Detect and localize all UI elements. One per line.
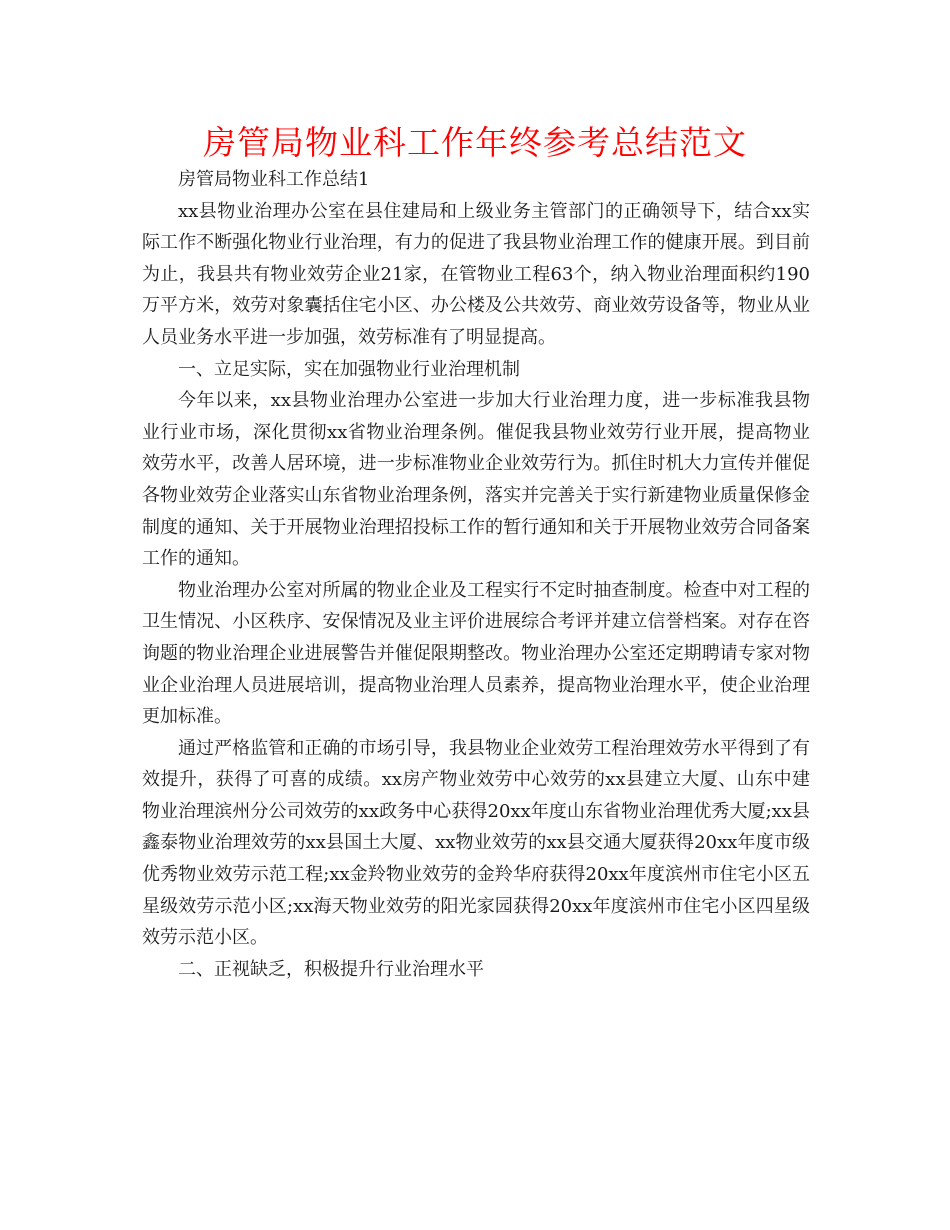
- body-paragraph: 物业治理办公室对所属的物业企业及工程实行不定时抽查制度。检查中对工程的卫生情况、小区秩序、安保情况及业主评价进展综合考评并建立信誉档案。对存在咨询题的物业治理企业进展警告并催促限期整改。物业治理办公室还定期聘请专家对物业企业治理人员进展培训，提高物业治理人员素养，提高物业治理水平，使企业治理更加标准。: [142, 579, 810, 728]
- body-paragraph: 通过严格监管和正确的市场引导，我县物业企业效劳工程治理效劳水平得到了有效提升，获得了可喜的成绩。xx房产物业效劳中心效劳的xx县建立大厦、山东中建物业治理滨州分公司效劳的xx政务中心获得20xx年度山东省物业治理优秀大厦;xx县鑫泰物业治理效劳的xx县国土大厦、xx物业效劳的xx县交通大厦获得20xx年度市级优秀物业效劳示范工程;xx金羚物业效劳的金羚华府获得20xx年度滨州市住宅小区五星级效劳示范小区;xx海天物业效劳的阳光家园获得20xx年度滨州市住宅小区四星级效劳示范小区。: [142, 737, 810, 949]
- document-title: 房管局物业科工作年终参考总结范文: [203, 123, 747, 162]
- document-body: [142, 164, 810, 985]
- section-heading: 二、正视缺乏，积极提升行业治理水平: [178, 958, 484, 980]
- section-heading: 房管局物业科工作总结1: [178, 169, 370, 190]
- body-paragraph: xx县物业治理办公室在县住建局和上级业务主管部门的正确领导下，结合xx实际工作不断强化物业行业治理，有力的促进了我县物业治理工作的健康开展。到目前为止，我县共有物业效劳企业21家，在管物业工程63个，纳入物业治理面积约190万平方米，效劳对象囊括住宅小区、办公楼及公共效劳、商业效劳设备等，物业从业人员业务水平进一步加强，效劳标准有了明显提高。: [142, 200, 810, 348]
- body-paragraph: 今年以来，xx县物业治理办公室进一步加大行业治理力度，进一步标准我县物业行业市场，深化贯彻xx省物业治理条例。催促我县物业效劳行业开展，提高物业效劳水平，改善人居环境，进一步标准物业企业效劳行为。抓住时机大力宣传并催促各物业效劳企业落实山东省物业治理条例，落实并完善关于实行新建物业质量保修金制度的通知、关于开展物业治理招投标工作的暂行通知和关于开展物业效劳合同备案工作的通知。: [142, 390, 810, 570]
- section-heading: 一、立足实际，实在加强物业行业治理机制: [178, 358, 520, 380]
